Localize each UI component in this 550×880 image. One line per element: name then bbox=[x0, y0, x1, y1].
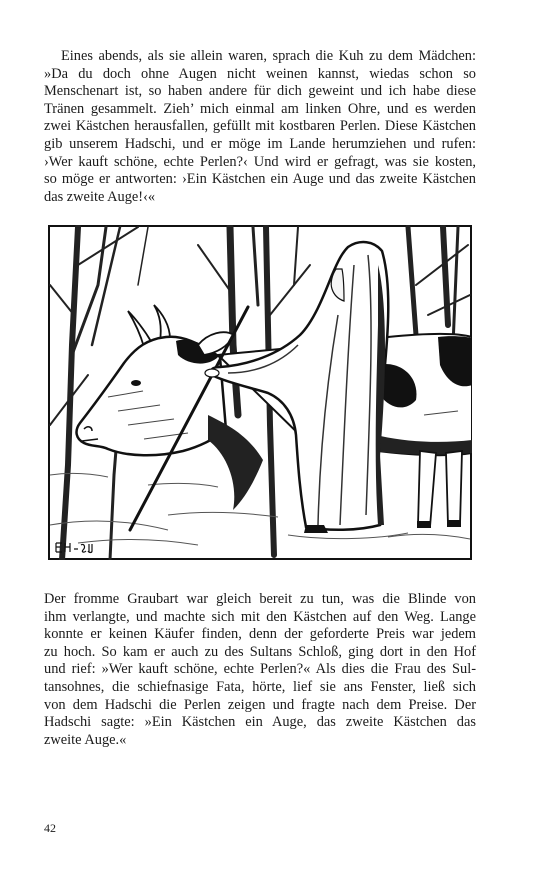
text-line: ihm verlangte, und machte sich mit den Kästchen auf den Weg. Lange bbox=[44, 608, 476, 625]
text-line: Der fromme Graubart war gleich bereit zu tun, was die Blinde von bbox=[44, 591, 476, 607]
text-line: »Da du doch ohne Augen nicht weinen kannst, wiedas schon so bbox=[44, 65, 476, 82]
text-line: so möge er antworten: ›Ein Kästchen ein Auge und das zweite Kästchen bbox=[44, 171, 476, 188]
illustration bbox=[48, 225, 472, 560]
text-line: Menschenart ist, so haben andere für dich geweint und ich habe diese bbox=[44, 83, 476, 100]
cow-eye bbox=[131, 380, 141, 386]
page-number: 42 bbox=[44, 821, 56, 835]
text-line: ›Wer kauft schöne, echte Perlen?‹ Und wird er gefragt, was sie kosten, bbox=[44, 153, 476, 170]
paragraph bbox=[44, 48, 476, 206]
text-line: das zweite Auge!‹« bbox=[44, 188, 156, 205]
text-line: tansohnes, die schiefnasige Fata, hörte, lief sie ans Fenster, ließ sich bbox=[44, 678, 476, 695]
text-line: Tränen gesammelt. Zieh’ mich einmal am linken Ohre, und es werden bbox=[44, 100, 476, 117]
paragraph bbox=[44, 591, 476, 749]
text-line: zu hoch. So kam er auch zu des Sultans Schloß, ging dort in den Hof bbox=[44, 643, 476, 660]
text-line: zwei Kästchen herausfallen, gefüllt mit kostbaren Perlen. Diese Kästchen bbox=[44, 118, 476, 135]
text-line: und rief: »Wer kauft schöne, echte Perlen?« Als dies die Frau des Sul- bbox=[44, 661, 476, 678]
woman-feet bbox=[304, 525, 328, 533]
text-line: konnte er keinen Käufer finden, denn der geforderte Preis war jedem bbox=[44, 626, 476, 643]
text-line: zweite Auge.« bbox=[44, 731, 127, 748]
text-line: Hadschi sagte: »Ein Kästchen ein Auge, das zweite Kästchen das bbox=[44, 714, 476, 731]
text-line: gib unserem Hadschi, und er möge im Lande herumziehen und rufen: bbox=[44, 135, 476, 152]
text-line: von dem Hadschi die Perlen zeigen und fragte nach dem Preise. Der bbox=[44, 696, 476, 713]
illustration-drawing bbox=[48, 225, 472, 560]
text-line: Eines abends, als sie allein waren, sprach die Kuh zu dem Mädchen: bbox=[61, 48, 476, 64]
woman-hand bbox=[205, 369, 219, 377]
